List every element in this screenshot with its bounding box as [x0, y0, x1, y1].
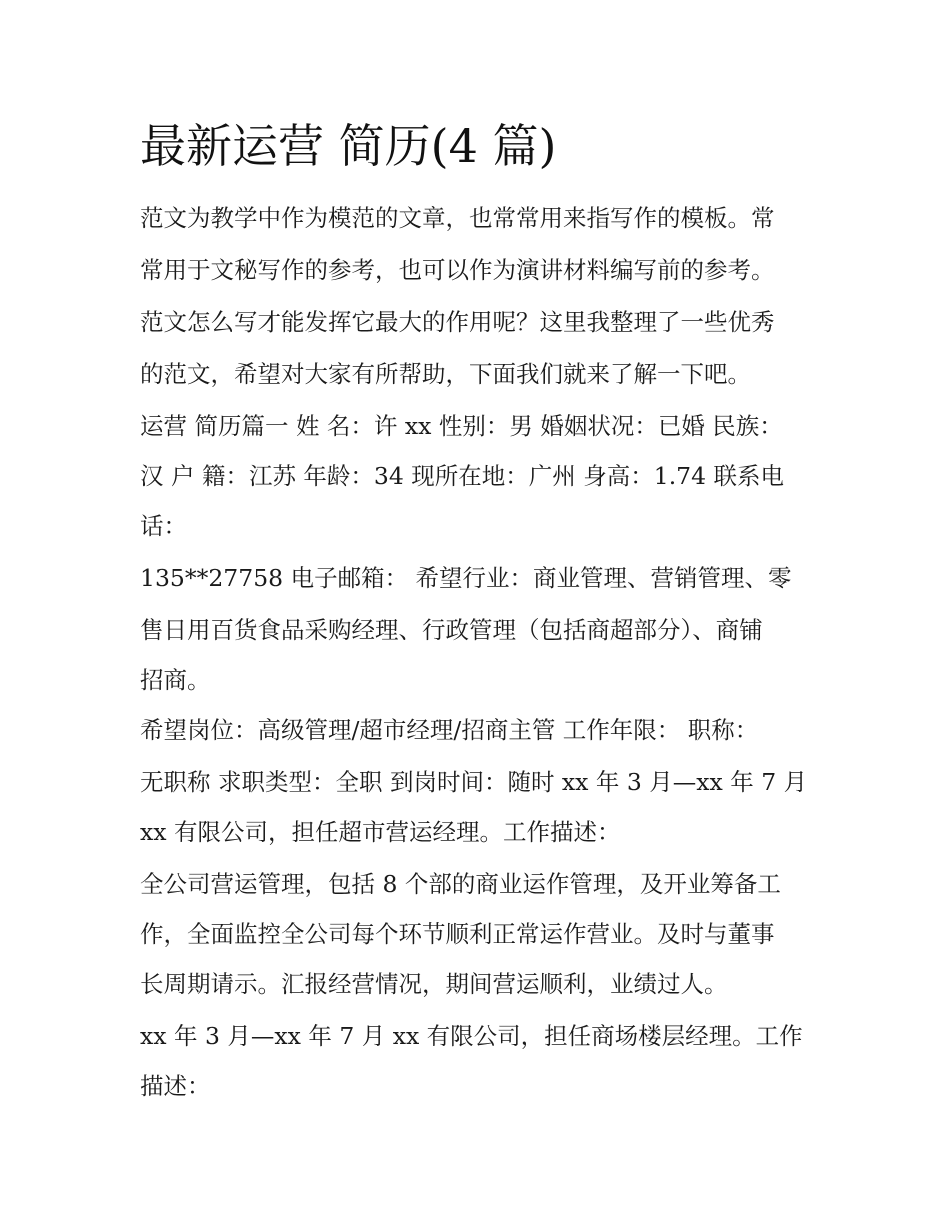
text-line: 作，全面监控全公司每个环节顺利正常运作营业。及时与董事 — [140, 920, 775, 948]
text-line: 招商。 — [140, 666, 211, 694]
text-line: 话： — [140, 512, 187, 540]
text-line: 汉 户 籍：江苏 年龄：34 现所在地：广州 身高：1.74 联系电 — [140, 462, 785, 490]
text-line: 范文怎么写才能发挥它最大的作用呢？这里我整理了一些优秀 — [140, 308, 775, 336]
text-line: 范文为教学中作为模范的文章，也常常用来指写作的模板。常 — [140, 204, 775, 232]
text-line: 描述： — [140, 1072, 211, 1100]
text-line: xx 有限公司，担任超市营运经理。工作描述： — [140, 818, 621, 846]
text-line: 希望岗位：高级管理/超市经理/招商主管 工作年限： 职称： — [140, 716, 759, 744]
text-line: 常用于文秘写作的参考，也可以作为演讲材料编写前的参考。 — [140, 256, 775, 284]
text-line: xx 年 3 月—xx 年 7 月 xx 有限公司，担任商场楼层经理。工作 — [140, 1022, 803, 1050]
text-line: 无职称 求职类型：全职 到岗时间：随时 xx 年 3 月—xx 年 7 月 — [140, 768, 808, 796]
text-line: 135**27758 电子邮箱： 希望行业：商业管理、营销管理、零 — [140, 564, 792, 592]
text-line: 运营 简历篇一 姓 名：许 xx 性别：男 婚姻状况：已婚 民族： — [140, 412, 783, 440]
text-line: 全公司营运管理，包括 8 个部的商业运作管理，及开业筹备工 — [140, 870, 781, 898]
document-title: 最新运营 简历(4 篇) — [140, 119, 557, 173]
text-line: 的范文，希望对大家有所帮助，下面我们就来了解一下吧。 — [140, 360, 751, 388]
text-line: 售日用百货食品采购经理、行政管理（包括商超部分）、商铺 — [140, 616, 763, 644]
text-line: 长周期请示。汇报经营情况，期间营运顺利，业绩过人。 — [140, 970, 728, 998]
